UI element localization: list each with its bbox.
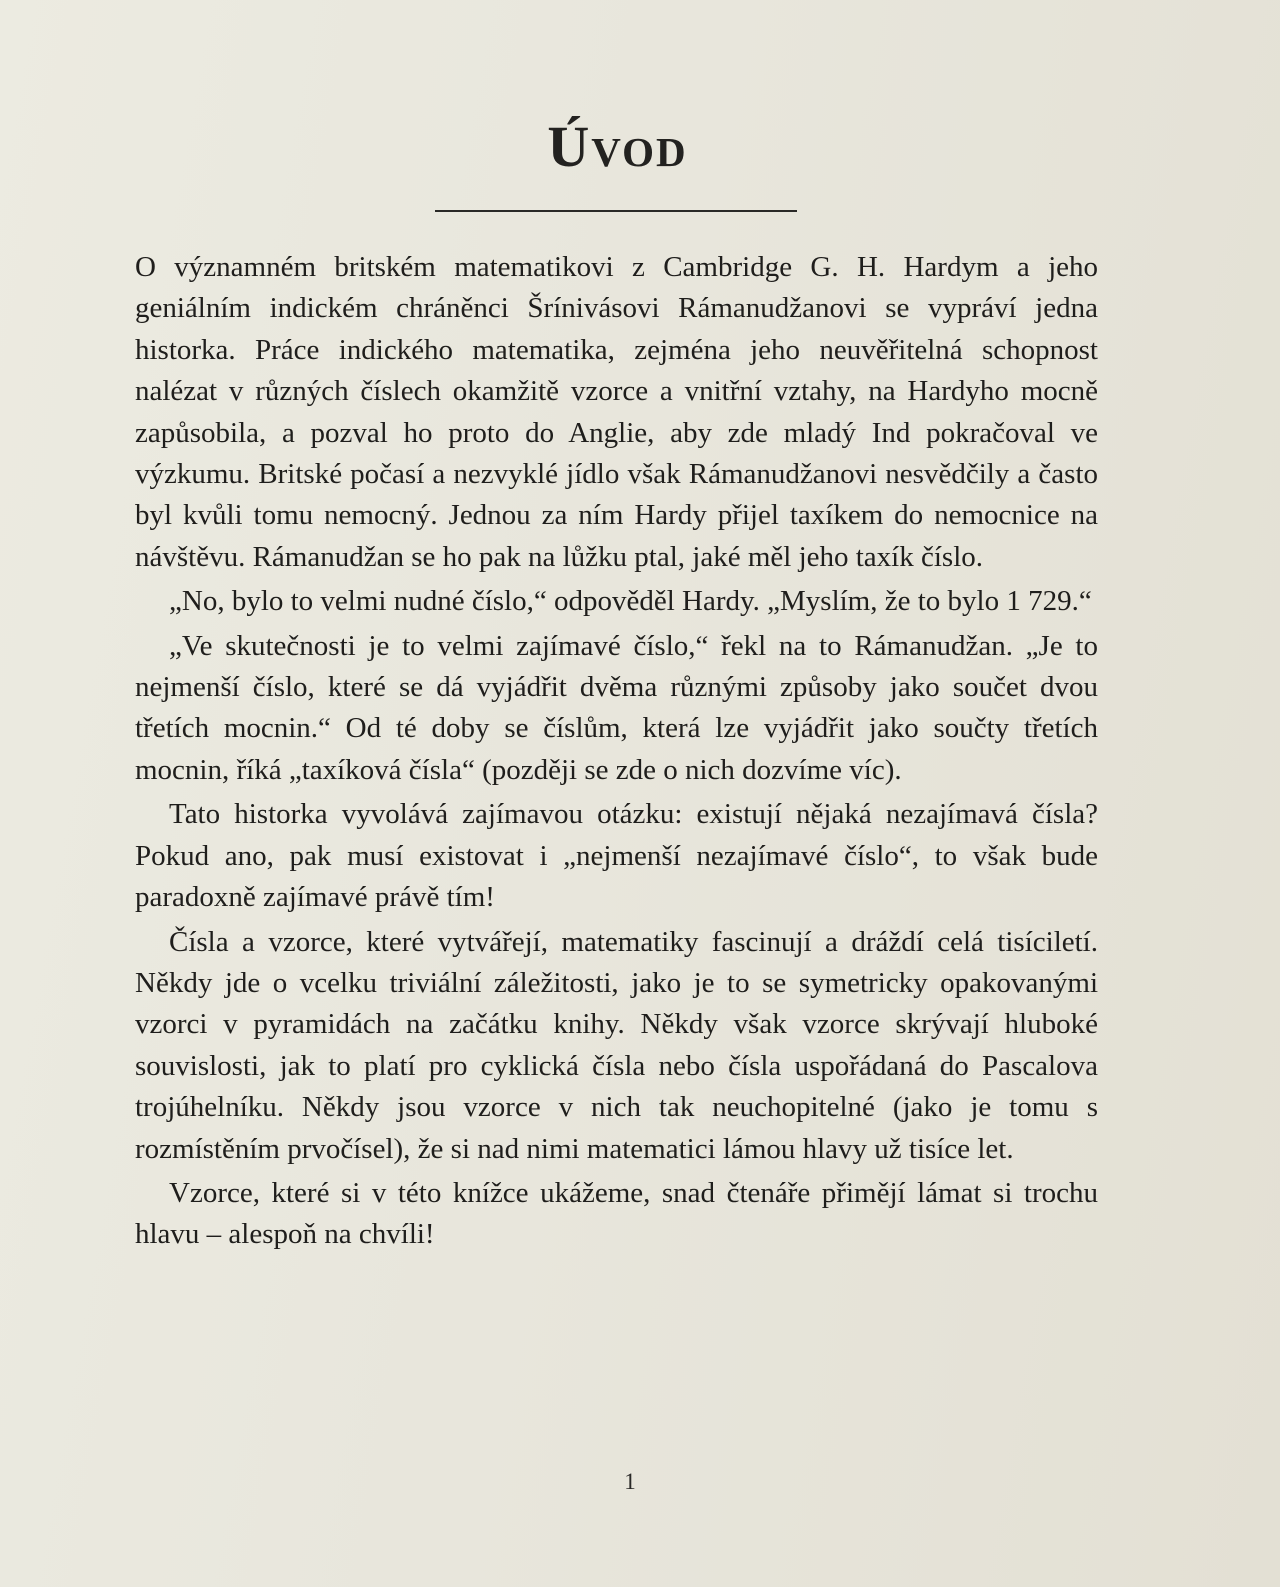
title-divider <box>435 210 797 212</box>
paragraph-3: „Ve skutečnosti je to velmi zajímavé číslo,“ řekl na to Rámanudžan. „Je to nejmenší číslo, které se dá vyjádřit dvěma různými způsoby jako součet dvou třetích mocnin.“ Od té doby se číslům, která lze vyjádřit jako součty třetích mocnin, říká „taxíková čísla“ (později se zde o nich dozvíme víc). <box>135 629 1098 786</box>
paragraph-6: Vzorce, které si v této knížce ukážeme, snad čtenáře přimějí lámat si trochu hlavu – alespoň na chvíli! <box>135 1176 1098 1251</box>
paragraph-4: Tato historka vyvolává zajímavou otázku: existují nějaká nezajímavá čísla? Pokud ano, pak musí existovat i „nejmenší nezajímavé číslo“, to však bude paradoxně zajímavé právě tím! <box>135 798 1098 914</box>
chapter-title: Úvod <box>547 114 688 179</box>
chapter-body <box>135 247 1098 1259</box>
page-number: 1 <box>624 1469 636 1494</box>
paragraph-1: O významném britském matematikovi z Cambridge G. H. Hardym a jeho geniálním indickém chráněnci Šrínivásovi Rámanudžanovi se vypráví jedna historka. Práce indického matematika, zejména jeho neuvěřitelná schopnost nalézat v různých číslech okamžitě vzorce a vnitřní vztahy, na Hardyho mocně zapůsobila, a pozval ho proto do Anglie, aby zde mladý Ind pokračoval ve výzkumu. Britské počasí a nezvyklé jídlo však Rámanudžanovi nesvědčily a často byl kvůli tomu nemocný. Jednou za ním Hardy přijel taxíkem do nemocnice na návštěvu. Rámanudžan se ho pak na lůžku ptal, jaké měl jeho taxík číslo. <box>135 251 1098 573</box>
paragraph-5: Čísla a vzorce, které vytvářejí, matematiky fascinují a dráždí celá tisíciletí. Někdy jde o vcelku triviální záležitosti, jako je to se symetricky opakovanými vzorci v pyramidách na začátku knihy. Někdy však vzorce skrývají hluboké souvislosti, jak to platí pro cyklická čísla nebo čísla uspořádaná do Pascalova trojúhelníku. Někdy jsou vzorce v nich tak neuchopitelné (jako je tomu s rozmístěním prvočísel), že si nad nimi matematici lámou hlavy už tisíce let. <box>135 925 1098 1165</box>
paragraph-2: „No, bylo to velmi nudné číslo,“ odpověděl Hardy. „Myslím, že to bylo 1 729.“ <box>169 585 1092 618</box>
